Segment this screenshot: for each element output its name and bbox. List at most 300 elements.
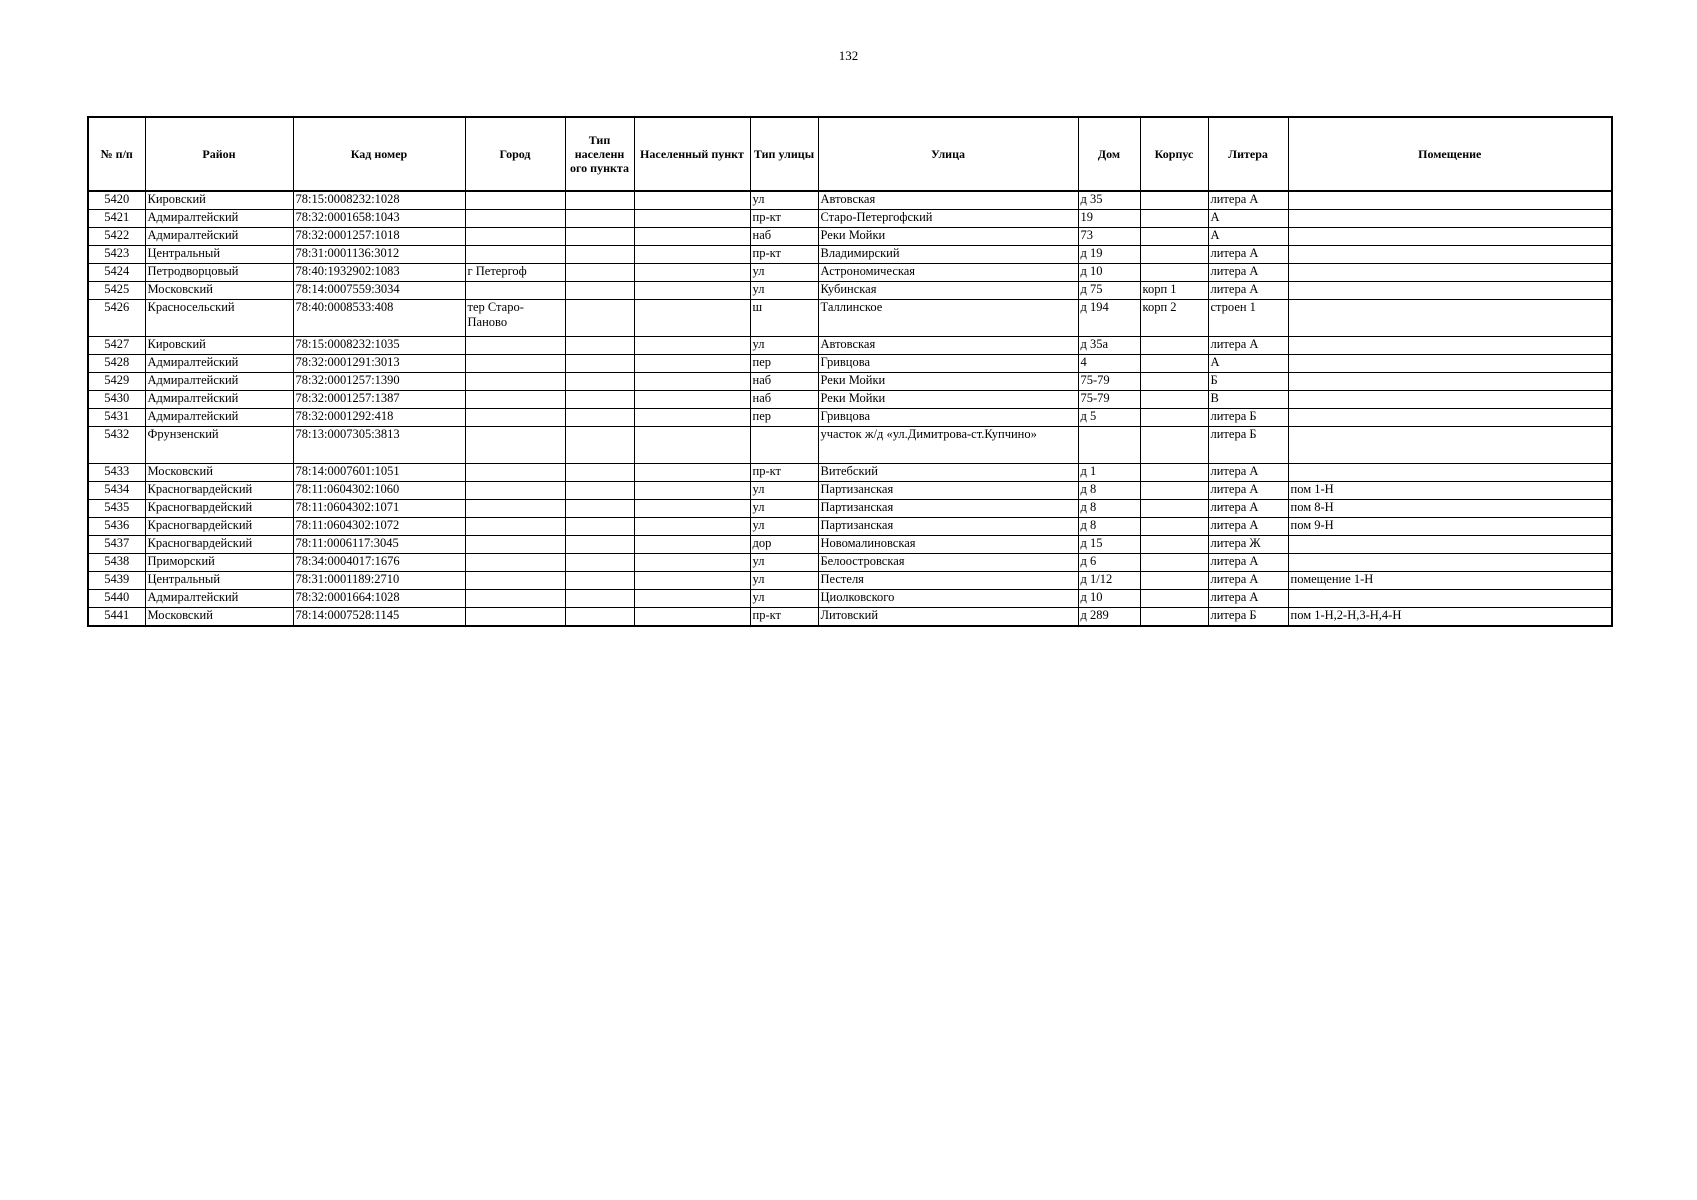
col-city-cell — [465, 391, 565, 409]
col-street-cell: Старо-Петергофский — [818, 210, 1078, 228]
col-street-cell: Партизанская — [818, 518, 1078, 536]
col-cadastral-cell: 78:11:0604302:1060 — [293, 482, 465, 500]
col-district-cell: Московский — [145, 282, 293, 300]
col-house-cell: д 8 — [1078, 518, 1140, 536]
col-letter-cell: В — [1208, 391, 1288, 409]
col-settlement-type-cell — [565, 246, 634, 264]
col-cadastral-cell: 78:40:1932902:1083 — [293, 264, 465, 282]
col-number-cell: 5432 — [88, 427, 145, 464]
col-city-cell — [465, 373, 565, 391]
col-settlement-type-cell — [565, 518, 634, 536]
col-street-type-cell: пр-кт — [750, 210, 818, 228]
col-premises-cell: пом 8-Н — [1288, 500, 1612, 518]
col-number-cell: 5421 — [88, 210, 145, 228]
col-building-cell — [1140, 464, 1208, 482]
col-street-cell: участок ж/д «ул.Димитрова-ст.Купчино» — [818, 427, 1078, 464]
table-row — [88, 246, 1612, 264]
col-building-cell — [1140, 518, 1208, 536]
col-district-cell: Красногвардейский — [145, 482, 293, 500]
col-street-type-cell: ул — [750, 500, 818, 518]
col-settlement-type-cell — [565, 536, 634, 554]
col-building-cell — [1140, 210, 1208, 228]
col-premises-cell — [1288, 264, 1612, 282]
col-street-type-cell: наб — [750, 391, 818, 409]
col-settlement-type-cell — [565, 228, 634, 246]
table-row — [88, 355, 1612, 373]
col-settlement-type-cell — [565, 191, 634, 210]
col-letter-cell: литера А — [1208, 282, 1288, 300]
col-letter-cell: литера А — [1208, 518, 1288, 536]
col-city-cell — [465, 282, 565, 300]
col-settlement-cell — [634, 337, 750, 355]
col-city-cell — [465, 191, 565, 210]
col-house-cell: 73 — [1078, 228, 1140, 246]
col-house-cell: д 5 — [1078, 409, 1140, 427]
col-settlement-cell — [634, 264, 750, 282]
col-district-cell: Московский — [145, 608, 293, 627]
col-cadastral-cell: 78:32:0001658:1043 — [293, 210, 465, 228]
col-city-cell: тер Старо-Паново — [465, 300, 565, 337]
col-city-cell — [465, 482, 565, 500]
col-settlement-type-cell — [565, 355, 634, 373]
col-cadastral-cell: 78:31:0001189:2710 — [293, 572, 465, 590]
col-number-cell: 5433 — [88, 464, 145, 482]
col-letter-cell: литера А — [1208, 482, 1288, 500]
col-street-cell: Циолковского — [818, 590, 1078, 608]
col-settlement-cell — [634, 427, 750, 464]
col-cadastral-cell: 78:40:0008533:408 — [293, 300, 465, 337]
col-letter-cell: литера А — [1208, 554, 1288, 572]
col-premises-cell — [1288, 191, 1612, 210]
col-premises-cell — [1288, 337, 1612, 355]
col-district-cell: Красногвардейский — [145, 500, 293, 518]
table-row — [88, 264, 1612, 282]
col-building-cell — [1140, 246, 1208, 264]
col-city-cell — [465, 608, 565, 627]
col-district-cell: Адмиралтейский — [145, 373, 293, 391]
col-letter-cell: А — [1208, 228, 1288, 246]
col-settlement-cell — [634, 409, 750, 427]
col-house-cell: 75-79 — [1078, 373, 1140, 391]
table-row — [88, 536, 1612, 554]
col-settlement-type-cell — [565, 554, 634, 572]
col-building-cell: корп 1 — [1140, 282, 1208, 300]
col-house-cell: д 15 — [1078, 536, 1140, 554]
table-row — [88, 554, 1612, 572]
col-cadastral-cell: 78:32:0001291:3013 — [293, 355, 465, 373]
col-street-type-cell: пр-кт — [750, 246, 818, 264]
col-street-type-cell: наб — [750, 373, 818, 391]
col-building-cell — [1140, 590, 1208, 608]
col-premises-header: Помещение — [1288, 117, 1612, 191]
col-premises-cell: пом 1-Н,2-Н,3-Н,4-Н — [1288, 608, 1612, 627]
col-city-cell — [465, 337, 565, 355]
col-district-cell: Адмиралтейский — [145, 391, 293, 409]
col-premises-cell — [1288, 409, 1612, 427]
col-district-cell: Адмиралтейский — [145, 355, 293, 373]
col-street-type-cell: дор — [750, 536, 818, 554]
col-premises-cell — [1288, 228, 1612, 246]
table-row — [88, 518, 1612, 536]
col-settlement-cell — [634, 191, 750, 210]
col-street-type-cell: пер — [750, 409, 818, 427]
col-premises-cell — [1288, 355, 1612, 373]
col-premises-cell — [1288, 536, 1612, 554]
col-premises-cell — [1288, 554, 1612, 572]
col-street-type-cell: ул — [750, 337, 818, 355]
col-district-cell: Приморский — [145, 554, 293, 572]
col-street-cell: Владимирский — [818, 246, 1078, 264]
col-settlement-type-cell — [565, 608, 634, 627]
col-letter-cell: литера Б — [1208, 608, 1288, 627]
col-letter-cell: литера Б — [1208, 427, 1288, 464]
col-settlement-cell — [634, 554, 750, 572]
col-number-cell: 5427 — [88, 337, 145, 355]
col-settlement-cell — [634, 391, 750, 409]
col-number-cell: 5434 — [88, 482, 145, 500]
col-letter-cell: литера Ж — [1208, 536, 1288, 554]
col-building-cell — [1140, 409, 1208, 427]
col-premises-cell — [1288, 300, 1612, 337]
col-street-type-cell: ш — [750, 300, 818, 337]
col-street-type-cell — [750, 427, 818, 464]
table-row — [88, 210, 1612, 228]
col-city-cell — [465, 518, 565, 536]
col-settlement-cell — [634, 282, 750, 300]
table-row — [88, 590, 1612, 608]
col-street-type-cell: ул — [750, 572, 818, 590]
col-letter-cell: литера А — [1208, 500, 1288, 518]
col-building-cell — [1140, 228, 1208, 246]
col-house-cell: д 10 — [1078, 590, 1140, 608]
col-building-cell — [1140, 536, 1208, 554]
table-row — [88, 409, 1612, 427]
col-cadastral-cell: 78:14:0007559:3034 — [293, 282, 465, 300]
col-number-cell: 5439 — [88, 572, 145, 590]
col-building-header: Корпус — [1140, 117, 1208, 191]
col-settlement-type-cell — [565, 210, 634, 228]
col-number-cell: 5440 — [88, 590, 145, 608]
col-district-cell: Адмиралтейский — [145, 590, 293, 608]
col-street-type-cell: наб — [750, 228, 818, 246]
col-cadastral-cell: 78:11:0604302:1071 — [293, 500, 465, 518]
col-street-cell: Автовская — [818, 191, 1078, 210]
col-house-cell: д 1 — [1078, 464, 1140, 482]
col-city-header: Город — [465, 117, 565, 191]
page-number: 132 — [838, 48, 859, 63]
col-district-cell: Адмиралтейский — [145, 409, 293, 427]
col-house-header: Дом — [1078, 117, 1140, 191]
col-street-type-cell: ул — [750, 590, 818, 608]
col-building-cell — [1140, 355, 1208, 373]
col-number-cell: 5435 — [88, 500, 145, 518]
table-row — [88, 572, 1612, 590]
col-settlement-cell — [634, 608, 750, 627]
col-street-cell: Реки Мойки — [818, 391, 1078, 409]
col-city-cell — [465, 572, 565, 590]
col-building-cell — [1140, 373, 1208, 391]
col-premises-cell — [1288, 210, 1612, 228]
table-row — [88, 191, 1612, 210]
col-cadastral-cell: 78:34:0004017:1676 — [293, 554, 465, 572]
col-number-cell: 5438 — [88, 554, 145, 572]
col-settlement-type-cell — [565, 282, 634, 300]
col-city-cell — [465, 500, 565, 518]
col-district-cell: Адмиралтейский — [145, 228, 293, 246]
col-city-cell — [465, 246, 565, 264]
col-letter-cell: Б — [1208, 373, 1288, 391]
col-house-cell: 4 — [1078, 355, 1140, 373]
col-number-cell: 5428 — [88, 355, 145, 373]
col-letter-cell: литера А — [1208, 191, 1288, 210]
col-street-cell: Партизанская — [818, 500, 1078, 518]
col-settlement-type-cell — [565, 590, 634, 608]
col-street-cell: Белоостровская — [818, 554, 1078, 572]
col-settlement-type-cell — [565, 464, 634, 482]
table-body — [88, 191, 1612, 626]
col-district-cell: Кировский — [145, 191, 293, 210]
col-settlement-cell — [634, 536, 750, 554]
col-letter-cell: литера А — [1208, 590, 1288, 608]
col-cadastral-cell: 78:32:0001257:1018 — [293, 228, 465, 246]
col-cadastral-cell: 78:11:0006117:3045 — [293, 536, 465, 554]
col-district-cell: Центральный — [145, 572, 293, 590]
table-row — [88, 608, 1612, 627]
table-row — [88, 500, 1612, 518]
col-house-cell: д 35а — [1078, 337, 1140, 355]
table-row — [88, 373, 1612, 391]
col-street-cell: Реки Мойки — [818, 373, 1078, 391]
col-city-cell — [465, 355, 565, 373]
col-settlement-type-cell — [565, 373, 634, 391]
col-street-cell: Витебский — [818, 464, 1078, 482]
table-row — [88, 427, 1612, 464]
col-settlement-type-cell — [565, 337, 634, 355]
col-settlement-cell — [634, 482, 750, 500]
col-street-cell: Пестеля — [818, 572, 1078, 590]
col-number-cell: 5430 — [88, 391, 145, 409]
col-building-cell — [1140, 572, 1208, 590]
table-header-row — [88, 117, 1612, 191]
col-house-cell: д 35 — [1078, 191, 1140, 210]
col-building-cell — [1140, 608, 1208, 627]
col-premises-cell — [1288, 427, 1612, 464]
col-building-cell — [1140, 554, 1208, 572]
table-row — [88, 282, 1612, 300]
col-letter-cell: литера Б — [1208, 409, 1288, 427]
col-premises-cell — [1288, 246, 1612, 264]
col-cadastral-cell: 78:32:0001257:1387 — [293, 391, 465, 409]
col-city-cell — [465, 409, 565, 427]
col-premises-cell — [1288, 282, 1612, 300]
col-number-cell: 5422 — [88, 228, 145, 246]
col-house-cell: д 10 — [1078, 264, 1140, 282]
col-settlement-type-cell — [565, 500, 634, 518]
col-settlement-type-cell — [565, 391, 634, 409]
col-cadastral-cell: 78:11:0604302:1072 — [293, 518, 465, 536]
col-street-type-cell: ул — [750, 554, 818, 572]
col-street-cell: Партизанская — [818, 482, 1078, 500]
table-row — [88, 464, 1612, 482]
col-city-cell: г Петергоф — [465, 264, 565, 282]
col-district-cell: Кировский — [145, 337, 293, 355]
col-street-type-cell: пер — [750, 355, 818, 373]
col-letter-cell: А — [1208, 355, 1288, 373]
col-premises-cell: пом 1-Н — [1288, 482, 1612, 500]
col-settlement-cell — [634, 228, 750, 246]
col-building-cell — [1140, 191, 1208, 210]
col-settlement-type-cell — [565, 427, 634, 464]
col-settlement-cell — [634, 572, 750, 590]
col-letter-header: Литера — [1208, 117, 1288, 191]
col-cadastral-cell: 78:32:0001292:418 — [293, 409, 465, 427]
col-city-cell — [465, 228, 565, 246]
col-street-type-cell: пр-кт — [750, 608, 818, 627]
col-settlement-type-cell — [565, 409, 634, 427]
col-number-cell: 5436 — [88, 518, 145, 536]
col-settlement-cell — [634, 590, 750, 608]
col-district-cell: Красногвардейский — [145, 518, 293, 536]
property-table — [87, 116, 1613, 627]
col-letter-cell: литера А — [1208, 264, 1288, 282]
col-settlement-cell — [634, 373, 750, 391]
col-house-cell: 19 — [1078, 210, 1140, 228]
col-cadastral-cell: 78:14:0007528:1145 — [293, 608, 465, 627]
col-cadastral-cell: 78:32:0001664:1028 — [293, 590, 465, 608]
col-street-type-cell: ул — [750, 191, 818, 210]
col-settlement-type-header: Тип населенн ого пункта — [565, 117, 634, 191]
table-row — [88, 228, 1612, 246]
table-row — [88, 337, 1612, 355]
col-settlement-cell — [634, 210, 750, 228]
col-settlement-type-cell — [565, 572, 634, 590]
table-row — [88, 300, 1612, 337]
col-street-cell: Астрономическая — [818, 264, 1078, 282]
col-street-cell: Таллинское — [818, 300, 1078, 337]
col-city-cell — [465, 464, 565, 482]
col-street-cell: Кубинская — [818, 282, 1078, 300]
col-city-cell — [465, 210, 565, 228]
col-number-cell: 5431 — [88, 409, 145, 427]
col-cadastral-cell: 78:32:0001257:1390 — [293, 373, 465, 391]
col-house-cell: д 8 — [1078, 482, 1140, 500]
col-house-cell: д 8 — [1078, 500, 1140, 518]
col-number-cell: 5429 — [88, 373, 145, 391]
table-row — [88, 482, 1612, 500]
col-premises-cell: помещение 1-Н — [1288, 572, 1612, 590]
col-street-cell: Гривцова — [818, 355, 1078, 373]
col-house-cell: д 19 — [1078, 246, 1140, 264]
col-building-cell — [1140, 500, 1208, 518]
col-house-cell: д 75 — [1078, 282, 1140, 300]
col-building-cell: корп 2 — [1140, 300, 1208, 337]
col-settlement-cell — [634, 355, 750, 373]
col-district-header: Район — [145, 117, 293, 191]
col-house-cell: 75-79 — [1078, 391, 1140, 409]
col-premises-cell — [1288, 391, 1612, 409]
col-settlement-header: Населенный пункт — [634, 117, 750, 191]
col-cadastral-header: Кад номер — [293, 117, 465, 191]
col-street-type-cell: ул — [750, 518, 818, 536]
table-row — [88, 391, 1612, 409]
col-number-header: № п/п — [88, 117, 145, 191]
col-settlement-cell — [634, 464, 750, 482]
col-building-cell — [1140, 427, 1208, 464]
col-district-cell: Центральный — [145, 246, 293, 264]
col-cadastral-cell: 78:13:0007305:3813 — [293, 427, 465, 464]
col-cadastral-cell: 78:15:0008232:1028 — [293, 191, 465, 210]
col-letter-cell: литера А — [1208, 246, 1288, 264]
col-building-cell — [1140, 337, 1208, 355]
col-district-cell: Красногвардейский — [145, 536, 293, 554]
col-premises-cell: пом 9-Н — [1288, 518, 1612, 536]
col-settlement-type-cell — [565, 300, 634, 337]
col-house-cell: д 1/12 — [1078, 572, 1140, 590]
col-street-cell: Автовская — [818, 337, 1078, 355]
col-street-type-header: Тип улицы — [750, 117, 818, 191]
col-street-type-cell: ул — [750, 282, 818, 300]
col-settlement-cell — [634, 300, 750, 337]
col-letter-cell: литера А — [1208, 464, 1288, 482]
col-letter-cell: строен 1 — [1208, 300, 1288, 337]
col-house-cell — [1078, 427, 1140, 464]
col-number-cell: 5426 — [88, 300, 145, 337]
col-cadastral-cell: 78:14:0007601:1051 — [293, 464, 465, 482]
col-cadastral-cell: 78:15:0008232:1035 — [293, 337, 465, 355]
col-district-cell: Фрунзенский — [145, 427, 293, 464]
col-street-type-cell: ул — [750, 264, 818, 282]
col-settlement-cell — [634, 246, 750, 264]
col-building-cell — [1140, 482, 1208, 500]
col-house-cell: д 6 — [1078, 554, 1140, 572]
col-letter-cell: А — [1208, 210, 1288, 228]
col-house-cell: д 194 — [1078, 300, 1140, 337]
col-street-type-cell: ул — [750, 482, 818, 500]
col-street-cell: Литовский — [818, 608, 1078, 627]
col-premises-cell — [1288, 373, 1612, 391]
col-number-cell: 5424 — [88, 264, 145, 282]
col-settlement-cell — [634, 500, 750, 518]
col-letter-cell: литера А — [1208, 337, 1288, 355]
col-city-cell — [465, 590, 565, 608]
col-district-cell: Красносельский — [145, 300, 293, 337]
col-house-cell: д 289 — [1078, 608, 1140, 627]
col-settlement-type-cell — [565, 264, 634, 282]
col-number-cell: 5437 — [88, 536, 145, 554]
col-district-cell: Московский — [145, 464, 293, 482]
col-city-cell — [465, 536, 565, 554]
col-settlement-type-cell — [565, 482, 634, 500]
col-number-cell: 5423 — [88, 246, 145, 264]
col-number-cell: 5420 — [88, 191, 145, 210]
col-district-cell: Петродворцовый — [145, 264, 293, 282]
col-city-cell — [465, 554, 565, 572]
col-city-cell — [465, 427, 565, 464]
col-premises-cell — [1288, 590, 1612, 608]
col-street-cell: Гривцова — [818, 409, 1078, 427]
col-street-header: Улица — [818, 117, 1078, 191]
col-cadastral-cell: 78:31:0001136:3012 — [293, 246, 465, 264]
col-street-cell: Новомалиновская — [818, 536, 1078, 554]
col-settlement-cell — [634, 518, 750, 536]
col-premises-cell — [1288, 464, 1612, 482]
col-street-cell: Реки Мойки — [818, 228, 1078, 246]
col-letter-cell: литера А — [1208, 572, 1288, 590]
col-building-cell — [1140, 391, 1208, 409]
col-number-cell: 5425 — [88, 282, 145, 300]
col-street-type-cell: пр-кт — [750, 464, 818, 482]
col-number-cell: 5441 — [88, 608, 145, 627]
